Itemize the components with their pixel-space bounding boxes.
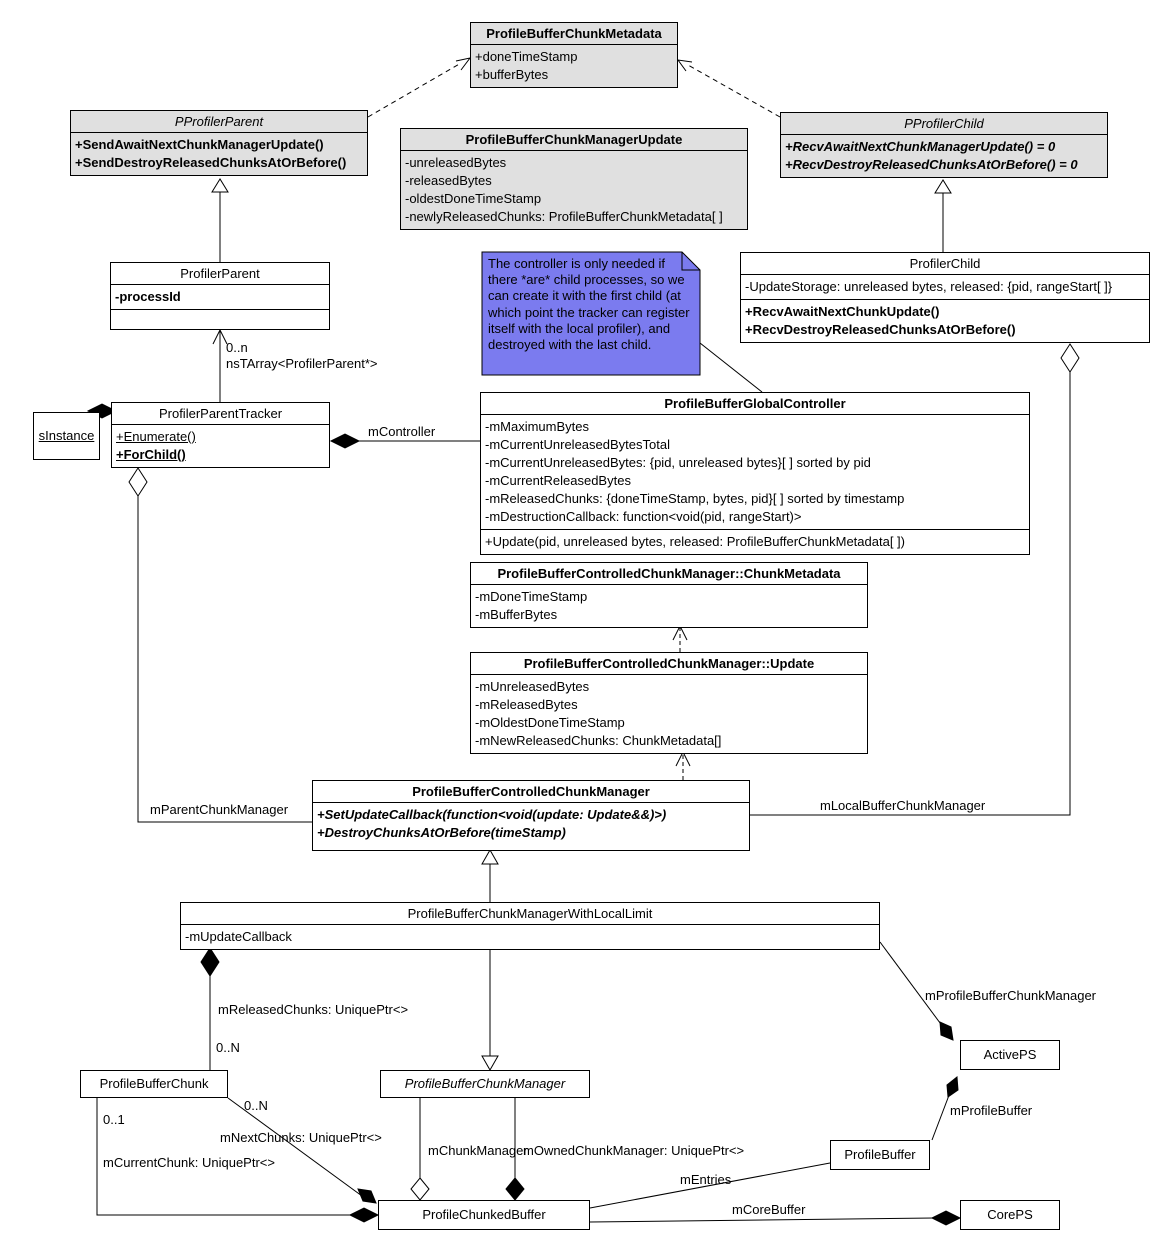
label-mlocalbufferchunkmanager: mLocalBufferChunkManager	[820, 798, 986, 813]
class-core-ps	[960, 1200, 1060, 1230]
class-profile-chunked-buffer	[378, 1200, 590, 1230]
attribute: -unreleasedBytes	[405, 155, 507, 170]
label-mownedchunkmanager: mOwnedChunkManager: UniquePtr<>	[523, 1143, 745, 1158]
class-controlled-chunk-manager-chunk-metadata	[470, 562, 868, 628]
open-diamond-icon	[1061, 344, 1079, 372]
label-mreleasedchunks-multiplicity: 0..N	[216, 1040, 240, 1055]
class-title: PProfilerChild	[781, 113, 1107, 135]
filled-diamond-icon	[201, 948, 219, 976]
class-title: ProfileBufferControlledChunkManager::Update	[471, 653, 867, 675]
methods-compartment	[481, 529, 1029, 554]
method: +Enumerate()	[116, 429, 196, 444]
label-mentries: mEntries	[680, 1172, 732, 1187]
attributes-compartment	[181, 925, 879, 949]
class-title: ProfileBufferChunkManager	[404, 1076, 566, 1091]
class-profile-buffer-controlled-chunk-manager	[312, 780, 750, 851]
attribute: -releasedBytes	[405, 173, 492, 188]
label-mnextchunks-multiplicity: 0..N	[244, 1098, 268, 1113]
label-mreleasedchunks: mReleasedChunks: UniquePtr<>	[218, 1002, 409, 1017]
method: +SendAwaitNextChunkManagerUpdate()	[75, 137, 324, 152]
label-mcorebuffer: mCoreBuffer	[732, 1202, 806, 1217]
method: +Update(pid, unreleased bytes, released: ProfileBufferChunkMetadata[ ])	[485, 534, 905, 549]
attributes-compartment	[481, 415, 1029, 529]
methods-compartment	[313, 803, 749, 850]
class-active-ps	[960, 1040, 1060, 1070]
methods-compartment	[112, 425, 329, 467]
class-profile-buffer-chunk	[80, 1070, 228, 1098]
attribute: -mReleasedChunks: {doneTimeStamp, bytes, pid}[ ] sorted by timestamp	[485, 491, 905, 506]
class-profile-buffer	[830, 1140, 930, 1170]
edge-tracker-to-profilerparent	[213, 330, 227, 402]
method: +RecvDestroyReleasedChunksAtOrBefore()	[745, 322, 1016, 337]
class-title: PProfilerParent	[71, 111, 367, 133]
hollow-triangle-icon	[482, 850, 498, 864]
filled-diamond-icon	[947, 1077, 958, 1097]
edge-note-anchor	[700, 343, 762, 392]
attribute: -mUnreleasedBytes	[475, 679, 590, 694]
class-title: ProfileBufferControlledChunkManager::ChunkMetadata	[471, 563, 867, 585]
attribute: -mOldestDoneTimeStamp	[475, 715, 625, 730]
attribute: -mDestructionCallback: function<void(pid, rangeStart)>	[485, 509, 802, 524]
label-mchunkmanager: mChunkManager	[428, 1143, 528, 1158]
methods-compartment	[71, 133, 367, 175]
open-diamond-icon	[411, 1178, 429, 1200]
attribute: -mCurrentUnreleasedBytes: {pid, unreleased bytes}[ ] sorted by pid	[485, 455, 871, 470]
label-mcontroller: mController	[368, 424, 436, 439]
methods-compartment	[741, 299, 1149, 342]
attribute: -mDoneTimeStamp	[475, 589, 588, 604]
class-pprofiler-child	[780, 112, 1108, 178]
class-title: CorePS	[987, 1207, 1033, 1222]
class-profile-buffer-chunk-manager	[380, 1070, 590, 1098]
attributes-compartment	[471, 45, 677, 87]
class-title: ProfileBufferGlobalController	[481, 393, 1029, 415]
class-profiler-parent	[110, 262, 330, 330]
class-pprofiler-parent	[70, 110, 368, 176]
label-mparentchunkmanager: mParentChunkManager	[150, 802, 289, 817]
method: +RecvDestroyReleasedChunksAtOrBefore() = 0	[785, 157, 1078, 172]
label-mnextchunks: mNextChunks: UniquePtr<>	[220, 1130, 382, 1145]
attribute: +bufferBytes	[475, 67, 549, 82]
label-parent-array: nsTArray<ProfilerParent*>	[226, 356, 378, 371]
method: +RecvAwaitNextChunkManagerUpdate() = 0	[785, 139, 1056, 154]
method: +DestroyChunksAtOrBefore(timeStamp)	[317, 825, 566, 840]
class-title: ProfileBuffer	[844, 1147, 916, 1162]
methods-compartment	[111, 309, 329, 329]
edge-controlledmanager-to-update-dependency	[676, 752, 690, 780]
edge-mnextchunks	[228, 1098, 376, 1203]
class-title: ActivePS	[983, 1047, 1037, 1062]
class-profiler-parent-tracker	[111, 402, 330, 468]
attribute: -oldestDoneTimeStamp	[405, 191, 542, 206]
edge-withlocallimit-generalization	[482, 850, 498, 902]
label-mcurrentchunk-multiplicity: 0..1	[103, 1112, 125, 1127]
label-parent-multiplicity: 0..n	[226, 340, 248, 355]
class-controlled-chunk-manager-update	[470, 652, 868, 754]
class-title: ProfilerChild	[741, 253, 1149, 275]
methods-compartment	[781, 135, 1107, 177]
class-title: ProfileBufferChunkMetadata	[471, 23, 677, 45]
attribute: -processId	[115, 289, 181, 304]
edge-pprofilerchild-to-chunkmetadata	[678, 60, 780, 117]
label-mprofilebuffer: mProfileBuffer	[950, 1103, 1033, 1118]
edge-profilerparent-generalization	[212, 179, 228, 262]
hollow-triangle-icon	[482, 1056, 498, 1070]
filled-diamond-icon	[350, 1208, 378, 1222]
class-profile-buffer-chunk-metadata	[470, 22, 678, 88]
edge-pprofilerparent-to-chunkmetadata	[368, 58, 470, 117]
attribute: -mUpdateCallback	[185, 929, 292, 944]
object-title: sInstance	[38, 428, 95, 443]
open-diamond-icon	[129, 468, 147, 496]
class-title: ProfilerParent	[111, 263, 329, 285]
filled-diamond-icon	[940, 1022, 953, 1040]
attributes-compartment	[471, 675, 867, 753]
class-title: ProfileChunkedBuffer	[422, 1207, 546, 1222]
edge-update-to-chunkmetadata-dependency	[673, 626, 687, 652]
filled-diamond-icon	[932, 1211, 960, 1225]
attribute: -mCurrentReleasedBytes	[485, 473, 631, 488]
class-title: ProfileBufferControlledChunkManager	[313, 781, 749, 803]
edge-withlocallimit-to-abstract-chunkmanager	[482, 948, 498, 1070]
class-title: ProfileBufferChunk	[99, 1076, 209, 1091]
attributes-compartment	[741, 275, 1149, 299]
edge-mchunkmanager	[411, 1098, 429, 1200]
object-s-instance	[33, 412, 100, 460]
class-profiler-child	[740, 252, 1150, 343]
filled-diamond-icon	[331, 434, 359, 448]
class-profile-buffer-global-controller	[480, 392, 1030, 555]
class-title: ProfileBufferChunkManagerWithLocalLimit	[181, 903, 879, 925]
filled-diamond-icon	[506, 1178, 524, 1200]
method: +RecvAwaitNextChunkUpdate()	[745, 304, 940, 319]
method: +SendDestroyReleasedChunksAtOrBefore()	[75, 155, 347, 170]
filled-diamond-icon	[358, 1189, 376, 1203]
class-title: ProfileBufferChunkManagerUpdate	[401, 129, 747, 151]
class-chunk-manager-with-local-limit	[180, 902, 880, 950]
attribute: -newlyReleasedChunks: ProfileBufferChunkMetadata[ ]	[405, 209, 723, 224]
attribute: +doneTimeStamp	[475, 49, 578, 64]
class-profile-buffer-chunk-manager-update	[400, 128, 748, 230]
class-title: ProfilerParentTracker	[112, 403, 329, 425]
attribute: -mBufferBytes	[475, 607, 558, 622]
edge-profilerchild-generalization	[935, 180, 951, 252]
attributes-compartment	[471, 585, 867, 627]
attribute: -mNewReleasedChunks: ChunkMetadata[]	[475, 733, 722, 748]
attribute: -mMaximumBytes	[485, 419, 590, 434]
label-mprofilebufferchunkmanager: mProfileBufferChunkManager	[925, 988, 1097, 1003]
method: +SetUpdateCallback(function<void(update: Update&&)>)	[317, 807, 667, 822]
attributes-compartment	[111, 285, 329, 309]
attributes-compartment	[401, 151, 747, 229]
hollow-triangle-icon	[935, 180, 951, 193]
attribute: -mReleasedBytes	[475, 697, 578, 712]
label-mcurrentchunk: mCurrentChunk: UniquePtr<>	[103, 1155, 275, 1170]
method: +ForChild()	[116, 447, 186, 462]
attribute: -mCurrentUnreleasedBytesTotal	[485, 437, 670, 452]
edge-mparentchunkmanager	[129, 468, 312, 822]
open-arrowhead-icon	[456, 58, 470, 70]
attribute: -UpdateStorage: unreleased bytes, released: {pid, rangeStart[ ]}	[745, 279, 1113, 294]
note-text: The controller is only needed if there *are* child processes, so we can create it with the first child (at which point the tracker can register itself with the local profiler), and destroyed with the last child.	[488, 256, 690, 353]
hollow-triangle-icon	[212, 179, 228, 192]
